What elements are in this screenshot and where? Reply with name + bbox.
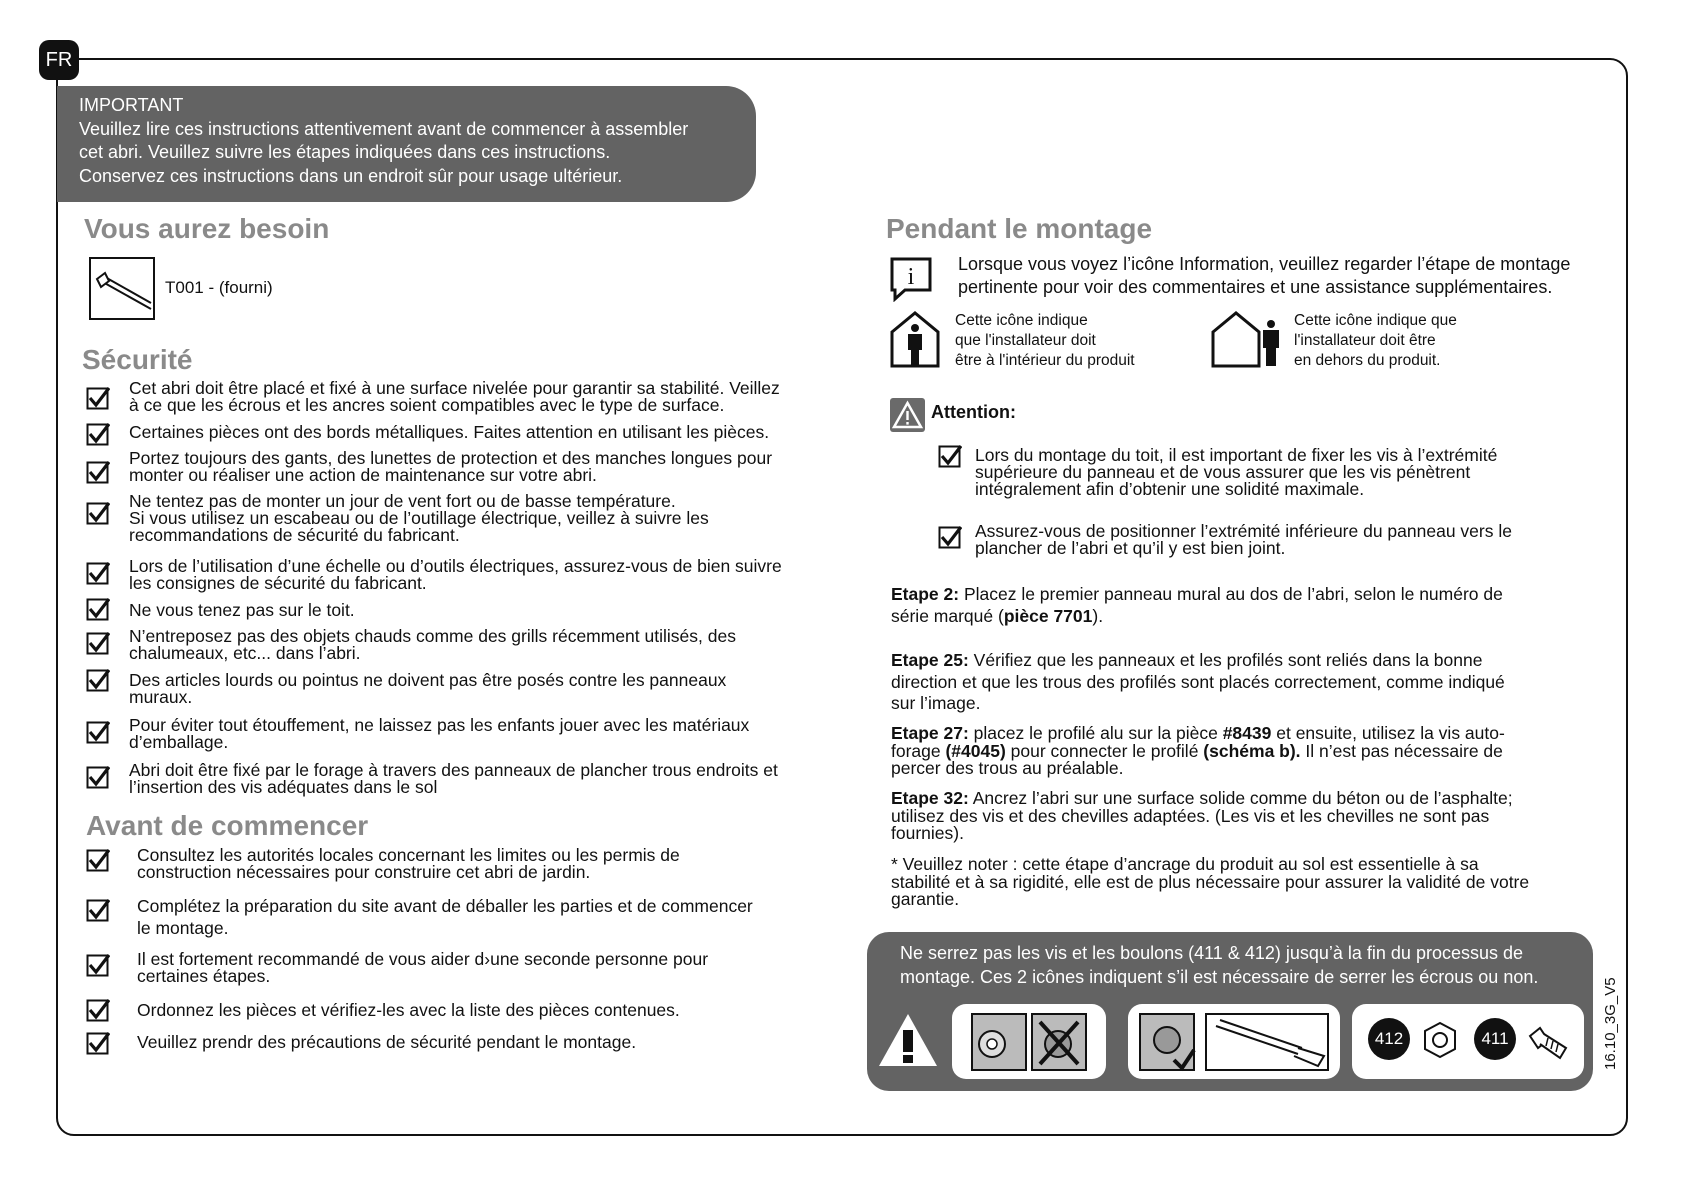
attention-label: Attention:: [931, 402, 1016, 422]
language-badge: FR: [39, 40, 79, 80]
tightened-icons-panel: [1128, 1004, 1340, 1079]
nut-icon: [1420, 1020, 1460, 1060]
securite-item: Des articles lourds ou pointus ne doivent pas être posés contre les panneaux muraux.: [129, 670, 727, 707]
checkbox-icon: [938, 525, 962, 549]
securite-item: Certaines pièces ont des bords métalliques. Faites attention en utilisant les pièces.: [129, 422, 770, 442]
anchoring-note: * Veuillez noter : cette étape d’ancrage du produit au sol est essentielle à sa stabilité et à sa rigidité, elle est de plus nécessaire pour assurer la validité de votre garantie.: [891, 854, 1530, 909]
checkbox-icon: [938, 444, 962, 468]
etape-25: Etape 25: Vérifiez que les panneaux et les profilés sont reliés dans la bonne direction et que les trous des profilés sont placés correctement, comme indiqué sur l’image.: [891, 650, 1505, 713]
checkbox-icon: [86, 848, 110, 872]
version-code: 16.10_3G_V5: [1602, 977, 1619, 1070]
important-line: Veuillez lire ces instructions attentivement avant de commencer à assembler: [79, 118, 689, 139]
attention-item: Assurez-vous de positionner l’extrémité inférieure du panneau vers le plancher de l’abri et qu’il y est bien joint.: [975, 521, 1512, 558]
checkbox-icon: [86, 720, 110, 744]
checkbox-icon: [86, 422, 110, 446]
tool-label: T001 - (fourni): [165, 278, 273, 297]
securite-item: Lors de l’utilisation d’une échelle ou d’outils électriques, assurez-vous de bien suivre les consignes de sécurité du fabricant.: [129, 556, 782, 593]
securite-title: Sécurité: [82, 344, 193, 375]
etape-2: Etape 2: Placez le premier panneau mural au dos de l’abri, selon le numéro de série marqué (pièce 7701).: [891, 584, 1503, 626]
important-notice: [57, 86, 756, 202]
checkbox-icon: [86, 953, 110, 977]
avant-item: Il est fortement recommandé de vous aider d›une seconde personne pour certaines étapes.: [137, 949, 709, 986]
checkbox-icon: [86, 501, 110, 525]
attention-item: Lors du montage du toit, il est important de fixer les vis à l’extrémité supérieure du panneau et de vous assurer que les vis pénètrent intégralement afin d’obtenir une solidité maximale.: [975, 445, 1498, 499]
inside-description: Cette icône indique que l'installateur doit être à l'intérieur du produit: [955, 312, 1135, 369]
part-badge-411: 411: [1474, 1018, 1516, 1060]
checkbox-icon: [86, 460, 110, 484]
montage-title: Pendant le montage: [886, 213, 1153, 244]
checkbox-icon: [86, 668, 110, 692]
important-title: IMPORTANT: [79, 95, 184, 115]
important-line: cet abri. Veuillez suivre les étapes indiquées dans ces instructions.: [79, 142, 611, 162]
warning-icon: [890, 398, 925, 432]
avant-item: Ordonnez les pièces et vérifiez-les avec la liste des pièces contenues.: [137, 1000, 680, 1020]
part-badge-412: 412: [1368, 1018, 1410, 1060]
installer-inside-icon: [889, 310, 941, 368]
checkbox-icon: [86, 765, 110, 789]
tool-image: [89, 257, 155, 320]
securite-item: Pour éviter tout étouffement, ne laissez pas les enfants jouer avec les matériaux d’emballage.: [129, 715, 750, 752]
screwdriver-icon: [91, 259, 153, 318]
checkbox-icon: [86, 898, 110, 922]
avant-title: Avant de commencer: [86, 810, 369, 841]
avant-item: Consultez les autorités locales concernant les limites ou les permis de construction nécessaires pour construire cet abri de jardin.: [137, 845, 680, 882]
outside-description: Cette icône indique que l'installateur doit être en dehors du produit.: [1294, 312, 1457, 369]
info-description: Lorsque vous voyez l’icône Information, veuillez regarder l’étape de montage pertinente pour voir des commentaires et une assistance supplémentaires.: [958, 254, 1571, 297]
checkbox-icon: [86, 597, 110, 621]
besoin-title: Vous aurez besoin: [84, 213, 330, 244]
securite-item: Abri doit être fixé par le forage à travers des panneaux de plancher trous endroits et l’insertion des vis adéquates dans le sol: [129, 760, 778, 797]
untightened-icons-panel: [952, 1004, 1106, 1079]
securite-item: Ne tentez pas de monter un jour de vent fort ou de basse température. Si vous utilisez un escabeau ou de l’outillage électrique, veillez à suivre les recommandations de sécurité du fabricant.: [129, 491, 709, 545]
securite-item: N’entreposez pas des objets chauds comme des grills récemment utilisés, des chalumeaux, etc... dans l’abri.: [129, 626, 736, 663]
avant-item: Complétez la préparation du site avant de déballer les parties et de commencer le montage.: [137, 896, 753, 938]
checkbox-icon: [86, 386, 110, 410]
exclamation-warning-icon: [876, 1010, 940, 1070]
checkbox-icon: [86, 561, 110, 585]
tightening-text: Ne serrez pas les vis et les boulons (411 & 412) jusqu’à la fin du processus de montage. Ces 2 icônes indiquent s’il est nécessaire de serrer les écrous ou non.: [900, 943, 1539, 987]
info-icon: [889, 256, 933, 302]
important-line: Conservez ces instructions dans un endroit sûr pour usage ultérieur.: [79, 165, 623, 186]
avant-item: Veuillez prendr des précautions de sécurité pendant le montage.: [137, 1032, 637, 1052]
svg-text:i: i: [907, 264, 915, 290]
securite-item: Cet abri doit être placé et fixé à une surface nivelée pour garantir sa stabilité. Veillez à ce que les écrous et les ancres soient compatibles avec le type de surface.: [129, 378, 780, 415]
etape-27: Etape 27: placez le profilé alu sur la pièce #8439 et ensuite, utilisez la vis auto- forage (#4045) pour connecter le profilé (schéma b). Il n’est pas nécessaire de percer des trous au préalable.: [891, 723, 1505, 778]
etape-32: Etape 32: Ancrez l’abri sur une surface solide comme du béton ou de l’asphalte; utilisez des vis et des chevilles adaptées. (Les vis et les chevilles ne sont pas fournies).: [891, 788, 1513, 843]
securite-item: Portez toujours des gants, des lunettes de protection et des manches longues pour monter ou réaliser une action de maintenance sur votre abri.: [129, 448, 773, 485]
installer-outside-icon: [1210, 310, 1280, 368]
checkbox-icon: [86, 631, 110, 655]
checkbox-icon: [86, 998, 110, 1022]
securite-item: Ne vous tenez pas sur le toit.: [129, 600, 355, 620]
checkbox-icon: [86, 1031, 110, 1055]
bolt-icon: [1526, 1018, 1570, 1062]
